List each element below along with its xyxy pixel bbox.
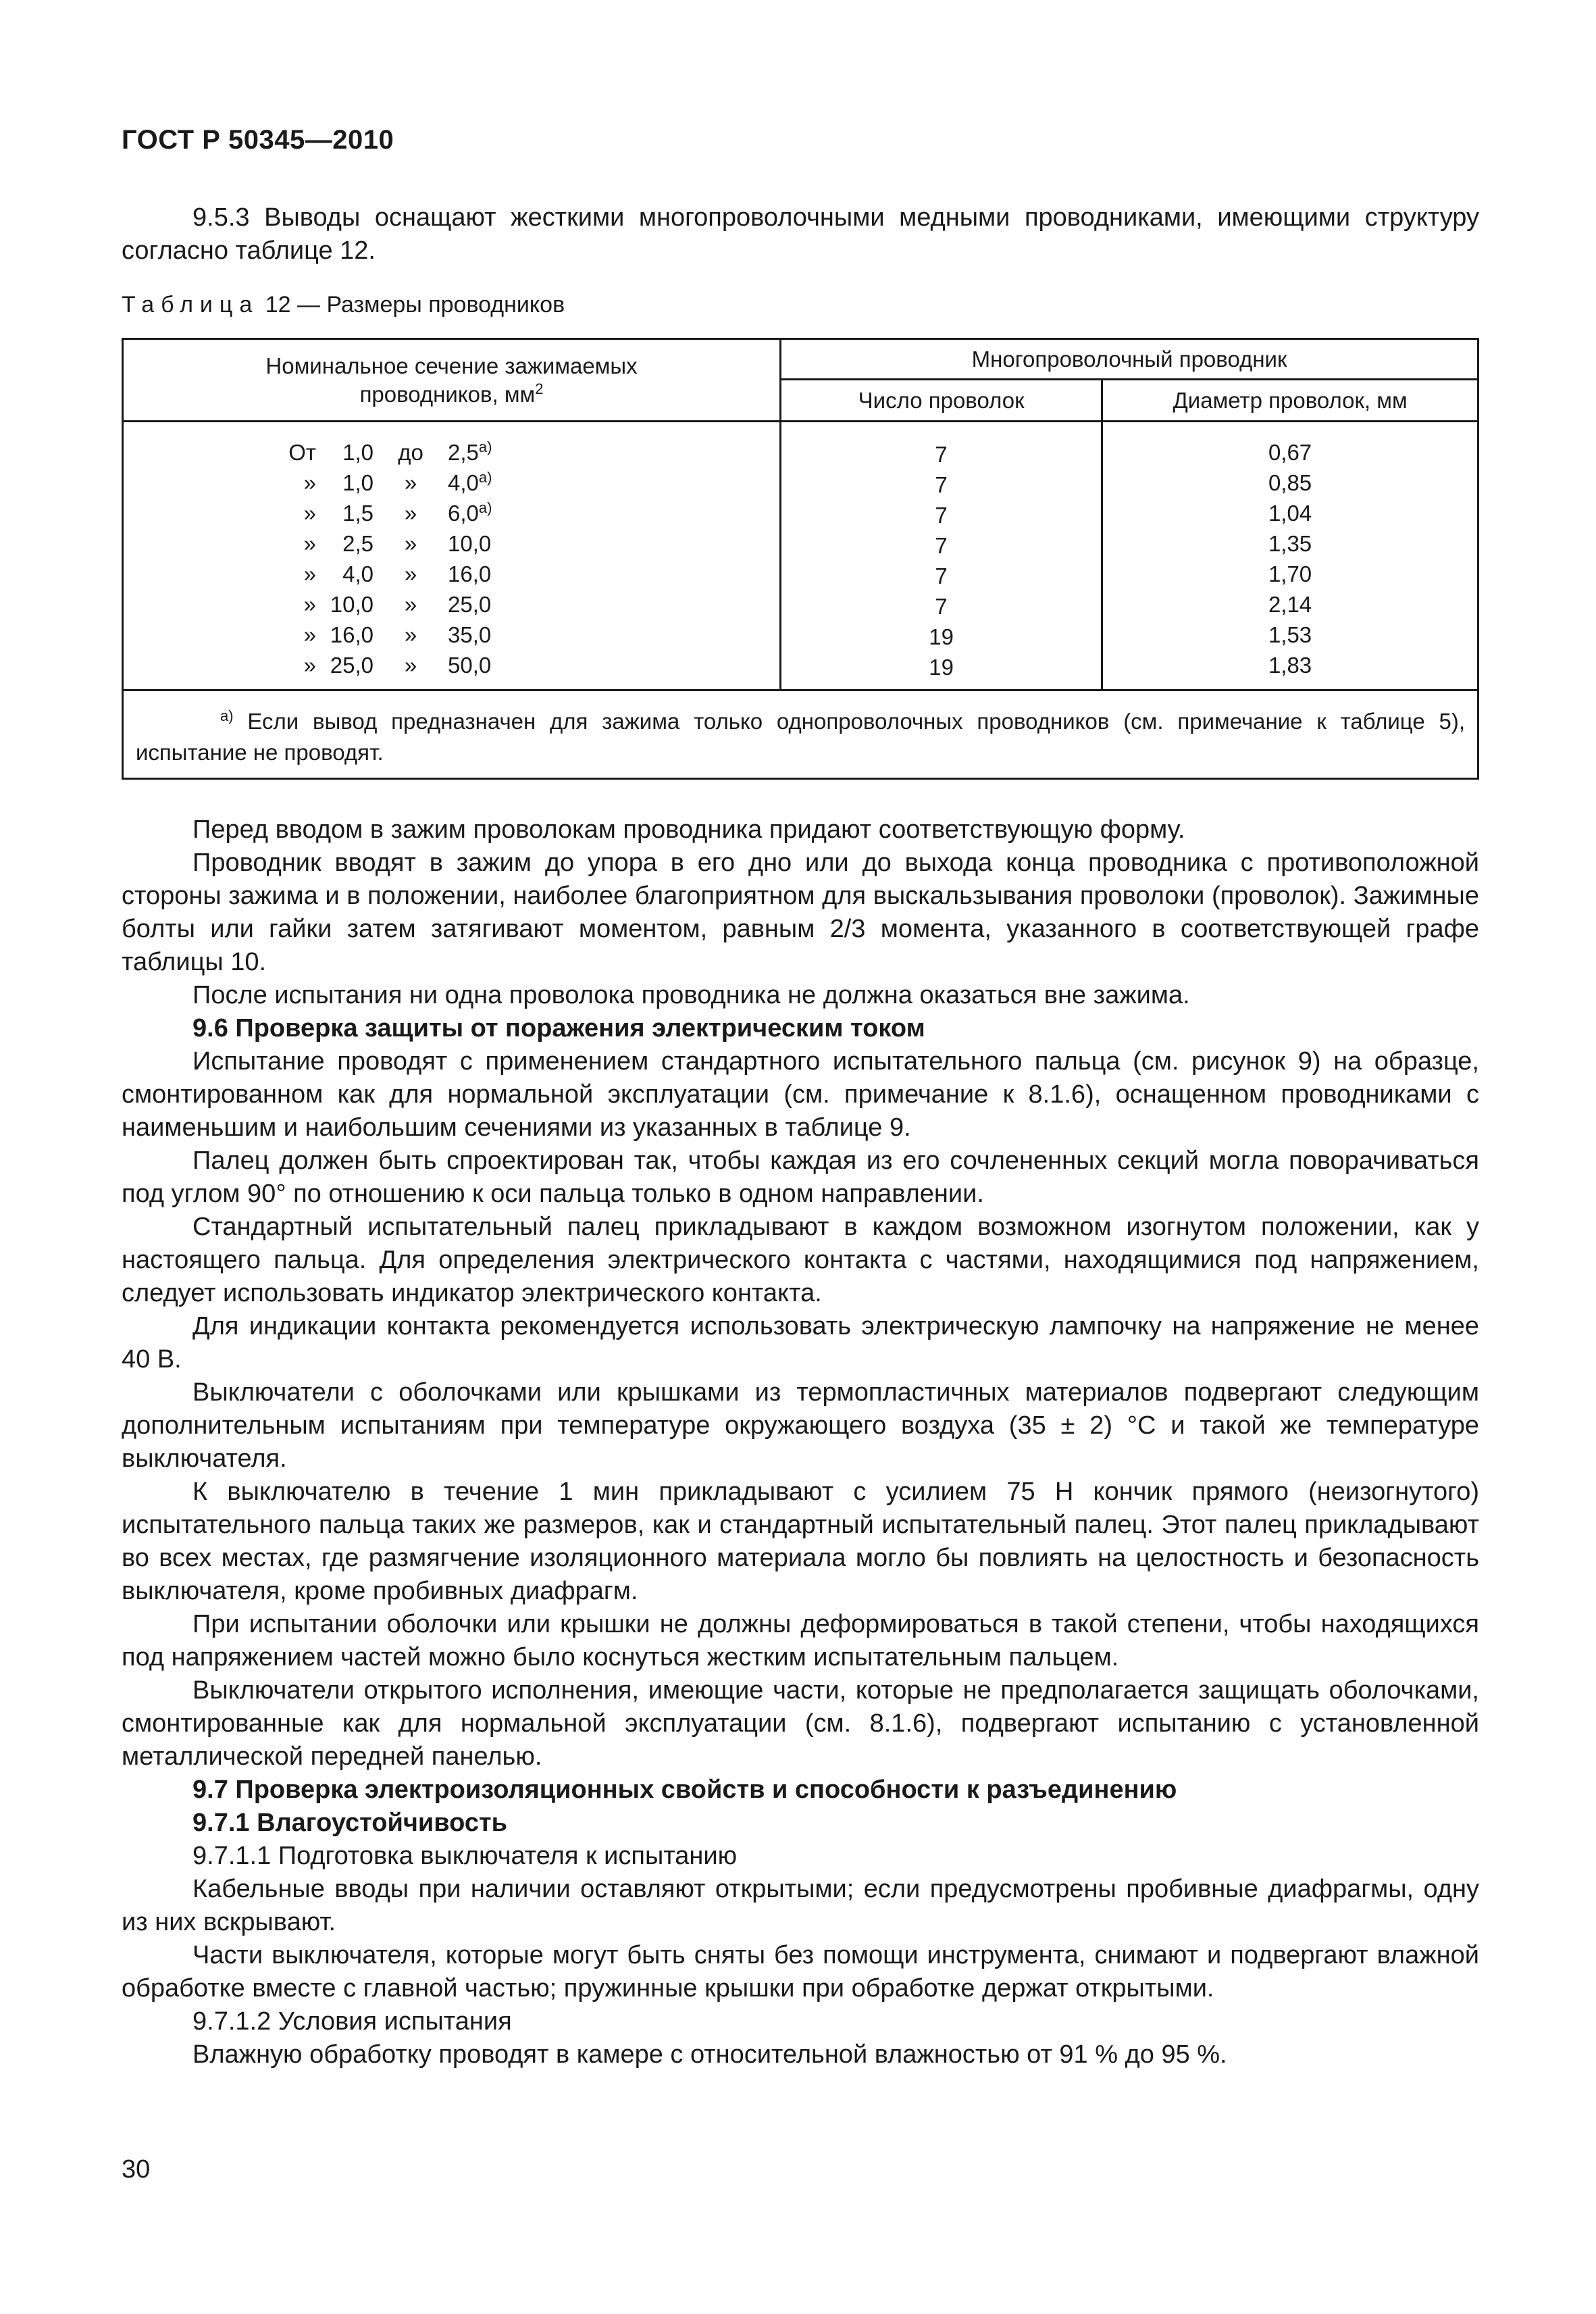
table-caption-word: Таблица	[122, 292, 259, 318]
body-paragraph: При испытании оболочки или крышки не должны деформироваться в такой степени, чтобы находящихся под напряжением частей можно было коснуться жестким испытательным пальцем.	[122, 1610, 1479, 1671]
footnote-mark: а)	[220, 707, 234, 724]
intro-block	[122, 201, 1479, 268]
body-paragraph: К выключателю в течение 1 мин прикладывают с усилием 75 Н кончик прямого (неизогнутого) испытательного пальца таких же размеров, как и стандартный испытательный палец. Этот палец прикладывают во всех местах, где размягчение изоляционного материала могло бы повлиять на целостность и безопасность выключателя, кроме пробивных диафрагм.	[122, 1478, 1479, 1605]
body-paragraph: Выключатели с оболочками или крышками из термопластичных материалов подвергают следующим дополнительным испытаниям при температуре окружающего воздуха (35 ± 2) °С и такой же температуре выключателя.	[122, 1378, 1479, 1473]
section-range-row	[218, 620, 779, 650]
body-paragraph: После испытания ни одна проволока проводника не должна оказаться вне зажима.	[192, 981, 1190, 1009]
wire-count-cell: 7	[935, 563, 948, 588]
range-part-b: 1,0	[342, 440, 374, 465]
body-paragraph: Испытание проводят с применением стандартного испытательного пальца (см. рисунок 9) на образце, смонтированном как для нормальной эксплуатации (см. примечание к 8.1.6), оснащенном проводниками с наименьшим и наибольшим сечениями из указанных в таблице 9.	[122, 1047, 1479, 1142]
wire-count-cell: 19	[929, 624, 954, 649]
section-range-row	[218, 528, 779, 559]
range-note-mark: а)	[478, 438, 492, 455]
body-paragraph: Выключатели открытого исполнения, имеющие части, которые не предполагается защищать оболочками, смонтированные как для нормальной эксплуатации (см. 8.1.6), подвергают испытанию с установленной металлической передней панелью.	[122, 1676, 1479, 1771]
body-paragraph: Проводник вводят в зажим до упора в его дно или до выхода конца проводника с противоположной стороны зажима и в положении, наиболее благоприятном для выскальзывания проволоки (проволок). Зажимные болты или гайки затем затягивают моментом, равным 2/3 момента, указанного в соответствующей графе таблицы 10.	[122, 849, 1479, 976]
range-upper-value: 16,0	[448, 561, 492, 586]
document-header: ГОСТ Р 50345—2010	[122, 125, 394, 155]
body-paragraph: Стандартный испытательный палец прикладывают в каждом возможном изогнутом положении, как у настоящего пальца. Для определения электрического контакта с частями, находящимися под напряжением, следует использовать индикатор электрического контакта.	[122, 1213, 1479, 1307]
wire-diameter-column	[1102, 428, 1478, 690]
section-heading: 9.7.1 Влагоустойчивость	[192, 1809, 507, 1837]
range-part-c: до	[398, 440, 423, 465]
wire-diameter-cell: 1,83	[1268, 653, 1312, 678]
body-paragraph: Перед вводом в зажим проволокам проводника придают соответствующую форму.	[192, 815, 1185, 844]
range-part-d	[448, 650, 542, 680]
range-part-d	[448, 559, 542, 589]
range-part-b: 1,0	[342, 470, 374, 495]
range-upper-value: 2,5	[448, 440, 479, 465]
range-part-b: 1,5	[342, 501, 374, 526]
wire-count-cell: 7	[935, 472, 948, 497]
range-part-d	[448, 528, 542, 559]
range-part-a: От	[288, 440, 316, 465]
wire-diameter-cell: 0,85	[1268, 470, 1312, 495]
range-part-d	[448, 437, 542, 468]
section-heading: 9.7 Проверка электроизоляционных свойств и способности к разъединению	[192, 1776, 1177, 1804]
body-paragraph: 9.7.1.1 Подготовка выключателя к испытанию	[192, 1842, 738, 1870]
main-text	[122, 813, 1479, 2071]
page-number: 30	[122, 2155, 151, 2184]
table-caption-title: 12 — Размеры проводников	[265, 292, 565, 318]
wire-count-cell: 7	[935, 442, 948, 467]
body-paragraph: 9.7.1.2 Условия испытания	[192, 2007, 512, 2036]
wire-count-cell: 7	[935, 533, 948, 558]
header-wire-diameter: Диаметр проволок, мм	[1102, 380, 1478, 422]
section-range-row	[218, 650, 779, 680]
range-part-b: 16,0	[330, 622, 374, 647]
range-upper-value: 35,0	[448, 622, 492, 647]
range-part-b: 4,0	[342, 561, 374, 586]
range-part-c: »	[404, 561, 417, 586]
section-range-row	[218, 589, 779, 620]
section-range-row	[218, 559, 779, 589]
range-part-d	[448, 498, 542, 528]
paragraph-9-5-3: 9.5.3 Выводы оснащают жесткими многопроволочными медными проводниками, имеющими структуру согласно таблице 12.	[122, 203, 1479, 265]
wire-diameter-cell: 1,53	[1268, 622, 1312, 647]
header-nominal-section-sup: 2	[535, 380, 544, 397]
range-part-a: »	[303, 653, 316, 678]
range-part-c: »	[404, 531, 417, 556]
wire-diameter-cell: 0,67	[1268, 440, 1312, 465]
section-range-row	[218, 498, 779, 528]
range-part-a: »	[303, 470, 316, 495]
range-part-b: 25,0	[330, 653, 374, 678]
header-nominal-section-text: Номинальное сечение зажимаемых проводников, мм	[265, 353, 638, 407]
conductor-size-table	[122, 338, 1479, 780]
range-part-d	[448, 589, 542, 620]
table-footnote	[123, 690, 1478, 779]
wire-diameter-cell: 1,04	[1268, 501, 1312, 526]
range-part-c: »	[404, 470, 417, 495]
range-part-a: »	[303, 501, 316, 526]
range-part-a: »	[303, 561, 316, 586]
section-range-column	[123, 428, 781, 690]
range-upper-value: 6,0	[448, 501, 479, 526]
body-paragraph: Части выключателя, которые могут быть сняты без помощи инструмента, снимают и подвергают влажной обработке вместе с главной частью; пружинные крышки при обработке держат открытыми.	[122, 1941, 1479, 2003]
body-paragraph: Влажную обработку проводят в камере с относительной влажностью от 91 % до 95 %.	[192, 2040, 1227, 2069]
wire-diameter-cell: 1,70	[1268, 561, 1312, 586]
wire-count-cell: 7	[935, 503, 948, 528]
range-part-a: »	[303, 592, 316, 617]
header-stranded-conductor: Многопроволочный проводник	[781, 339, 1478, 380]
range-part-b: 10,0	[330, 592, 374, 617]
range-part-c: »	[404, 622, 417, 647]
range-upper-value: 4,0	[448, 470, 479, 495]
wire-count-cell: 7	[935, 594, 948, 619]
wire-count-cell: 19	[929, 655, 954, 680]
range-part-a: »	[303, 622, 316, 647]
range-part-c: »	[404, 653, 417, 678]
table-caption	[122, 292, 565, 318]
range-note-mark: а)	[478, 469, 492, 486]
range-part-d	[448, 468, 542, 498]
wire-diameter-cell: 2,14	[1268, 592, 1312, 617]
range-part-c: »	[404, 592, 417, 617]
wire-count-column	[781, 428, 1102, 690]
section-range-row	[218, 437, 779, 468]
range-part-d	[448, 620, 542, 650]
range-part-b: 2,5	[342, 531, 374, 556]
range-upper-value: 25,0	[448, 592, 492, 617]
body-paragraph: Для индикации контакта рекомендуется использовать электрическую лампочку на напряжение не менее 40 В.	[122, 1312, 1479, 1374]
body-paragraph: Кабельные вводы при наличии оставляют открытыми; если предусмотрены пробивные диафрагмы, одну из них вскрывают.	[122, 1875, 1479, 1936]
header-wire-count: Число проволок	[781, 380, 1102, 422]
wire-diameter-cell: 1,35	[1268, 531, 1312, 556]
header-nominal-section	[123, 339, 781, 422]
range-part-a: »	[303, 531, 316, 556]
section-range-row	[218, 468, 779, 498]
footnote-text: Если вывод предназначен для зажима только однопроволочных проводников (см. примечание к таблице 5), испытание не проводят.	[136, 709, 1466, 765]
section-heading: 9.6 Проверка защиты от поражения электрическим током	[192, 1014, 925, 1042]
range-note-mark: а)	[478, 499, 492, 516]
range-upper-value: 10,0	[448, 531, 492, 556]
range-part-c: »	[404, 501, 417, 526]
body-paragraph: Палец должен быть спроектирован так, чтобы каждая из его сочлененных секций могла поворачиваться под углом 90° по отношению к оси пальца только в одном направлении.	[122, 1147, 1479, 1208]
range-upper-value: 50,0	[448, 653, 492, 678]
